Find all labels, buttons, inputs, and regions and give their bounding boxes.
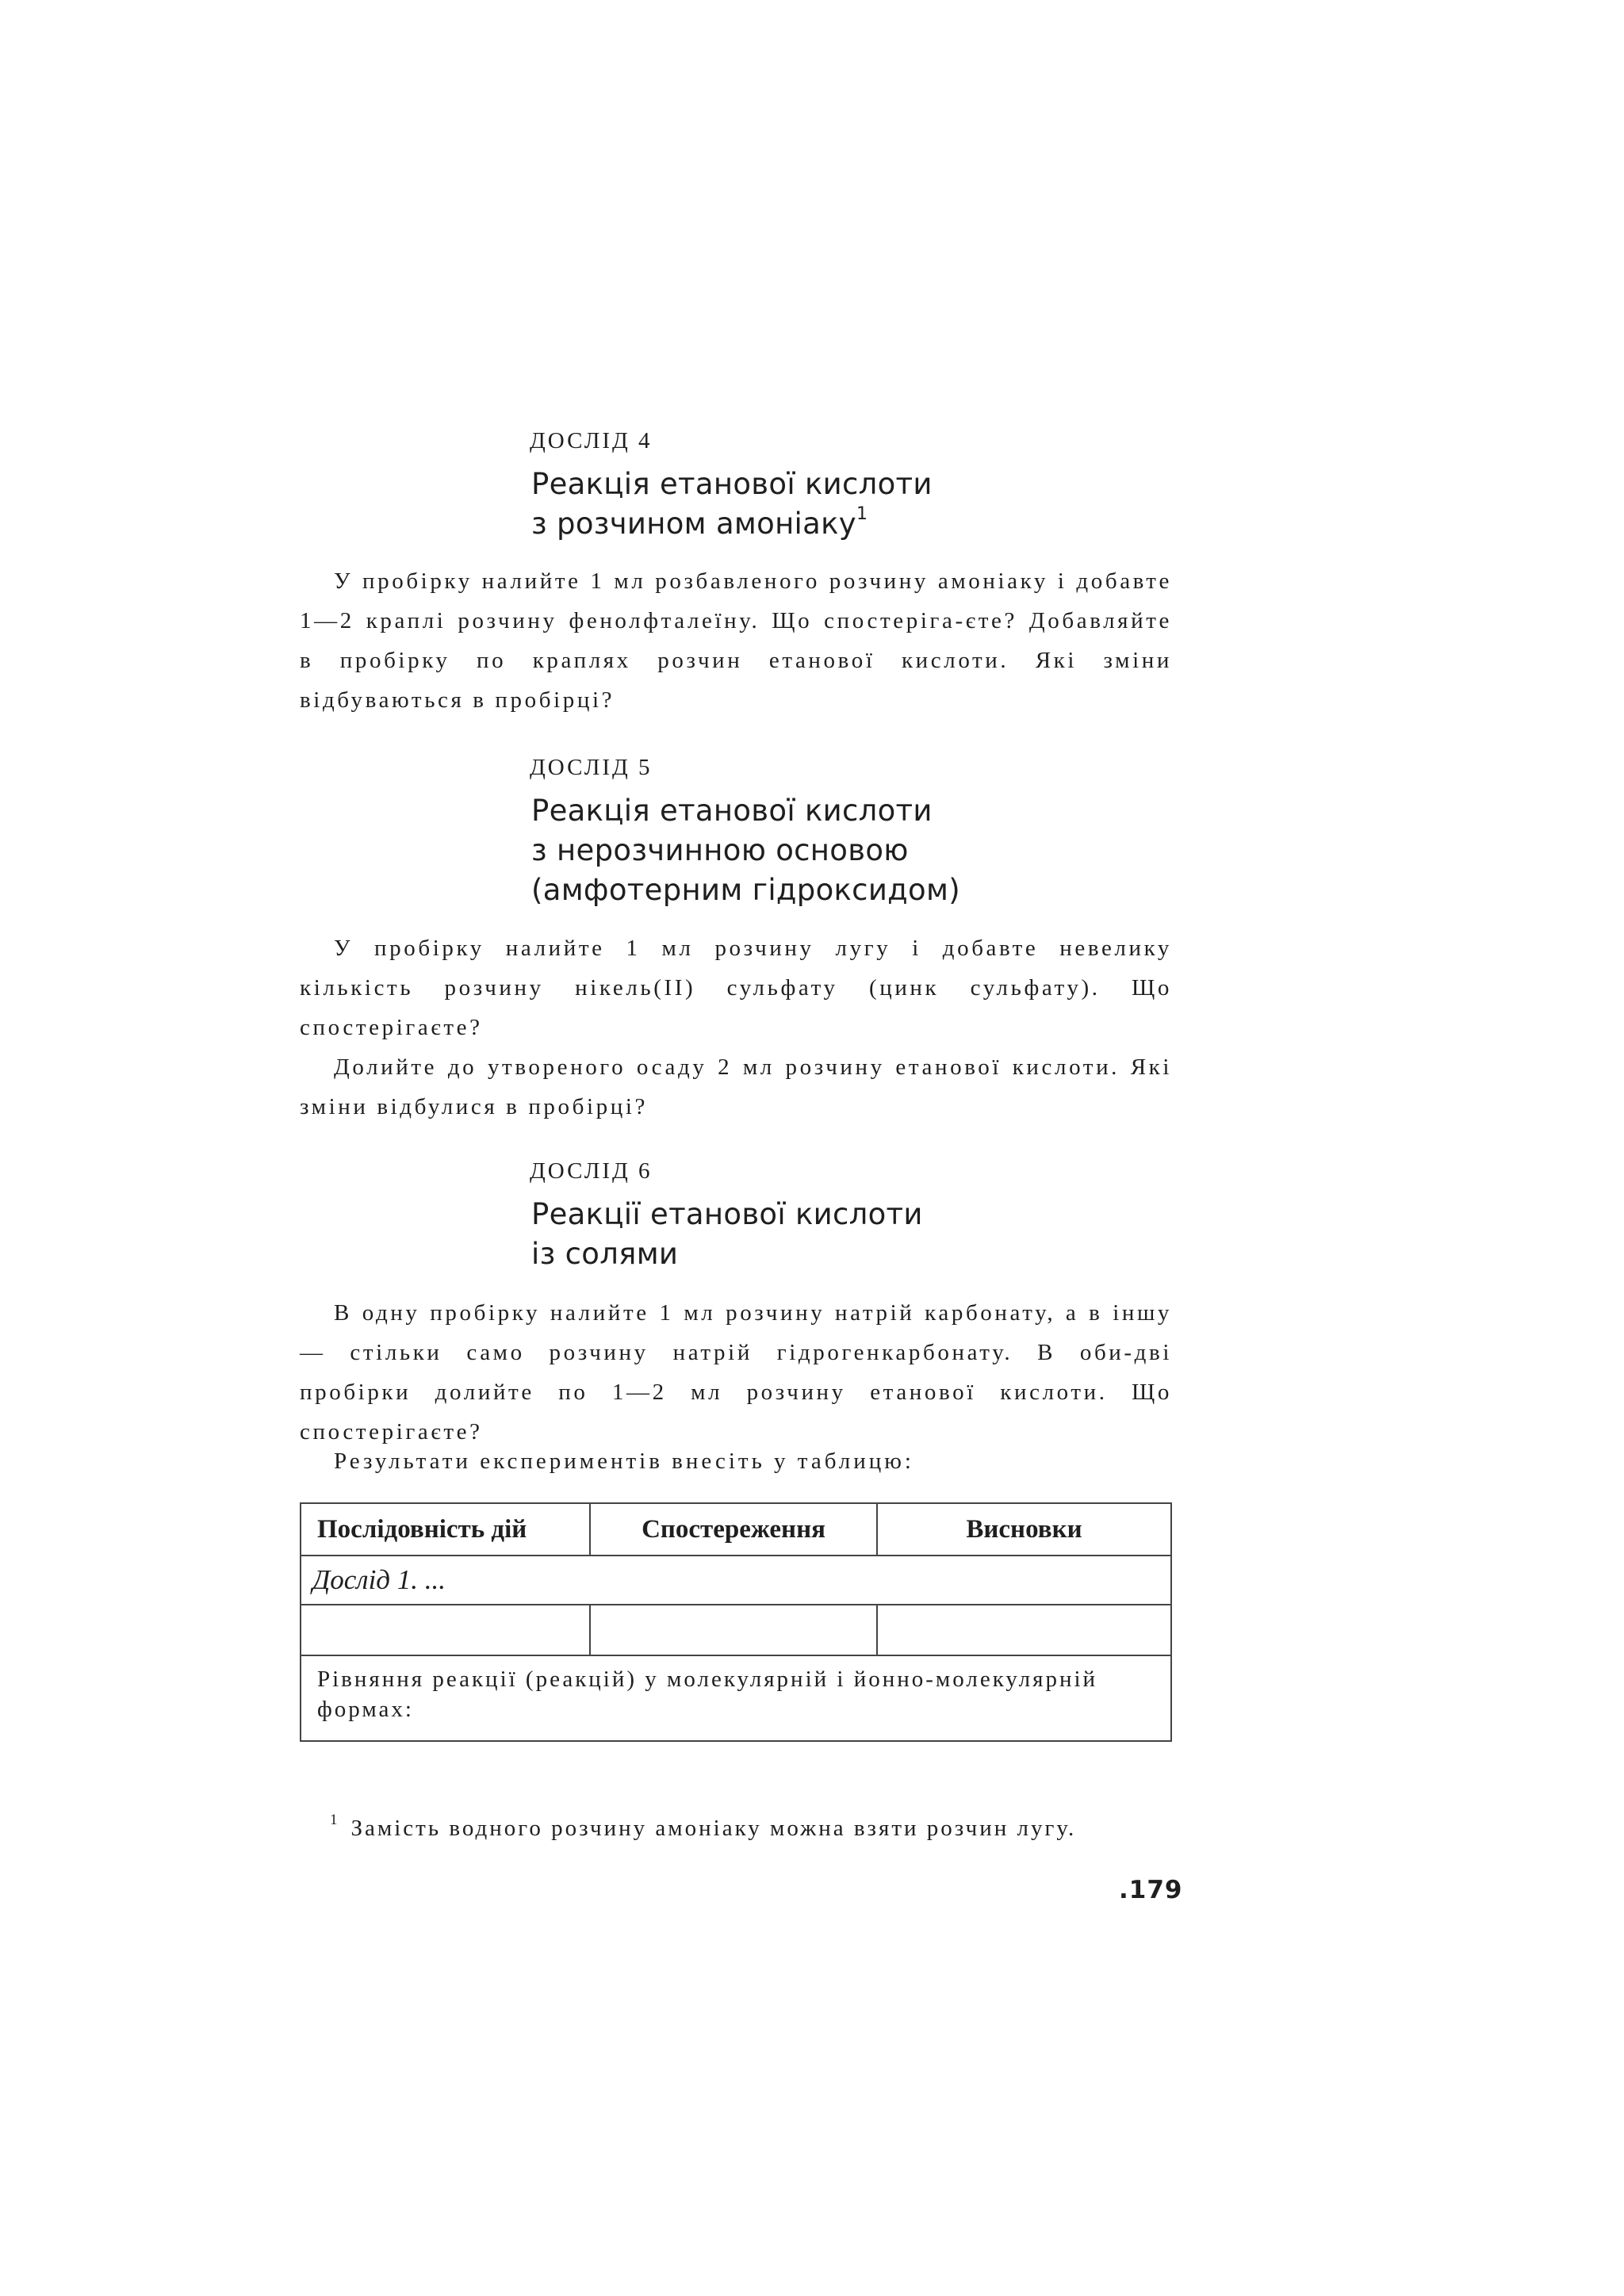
footnote-reference: 1 xyxy=(856,504,868,524)
table-row xyxy=(301,1655,1171,1741)
experiment-5-paragraph-2: Долийте до утвореного осаду 2 мл розчину етанової кислоти. Які зміни відбулися в пробірці? xyxy=(300,1054,1172,1119)
footnote-mark: 1 xyxy=(330,1812,340,1828)
experiment-5-title-line-3: (амфотерним гідроксидом) xyxy=(531,873,960,907)
results-intro: Результати експериментів внесіть у таблицю: xyxy=(334,1448,914,1474)
experiment-5-title xyxy=(531,791,960,910)
table-header-observations: Спостереження xyxy=(590,1503,877,1556)
experiment-5-paragraph-1: У пробірку налийте 1 мл розчину лугу і добавте невелику кількість розчину нікель(ІІ) сульфату (цинк сульфату). Що спостерігаєте? xyxy=(300,936,1172,1040)
experiment-6-title-line-1: Реакції етанової кислоти xyxy=(531,1197,923,1231)
table-experiment-cell: Дослід 1. ... xyxy=(301,1556,1171,1605)
page-number: .179 xyxy=(1119,1876,1183,1904)
experiment-4-title-line-2-text: з розчином амоніаку xyxy=(531,507,856,541)
experiment-4-paragraph: У пробірку налийте 1 мл розбавленого розчину амоніаку і добавте 1—2 краплі розчину фенолфталеїну. Що спостеріга-єте? Добавляйте в пробірку по краплях розчин етанової кислоти. Які зміни відбуваються в пробірці? xyxy=(300,568,1172,713)
table-blank-cell xyxy=(877,1605,1171,1655)
experiment-4-title-line-1: Реакція етанової кислоти xyxy=(531,467,933,501)
experiment-6-title-line-2: із солями xyxy=(531,1237,679,1271)
experiment-5-label: ДОСЛІД 5 xyxy=(530,755,653,780)
table-header-row xyxy=(301,1503,1171,1556)
table-row xyxy=(301,1556,1171,1605)
experiment-6-title xyxy=(531,1195,923,1274)
table-row xyxy=(301,1605,1171,1655)
experiment-4-title xyxy=(531,465,933,544)
table-blank-cell xyxy=(301,1605,590,1655)
experiment-6-label: ДОСЛІД 6 xyxy=(530,1158,653,1184)
experiment-4-title-line-2 xyxy=(531,504,933,544)
table-equation-cell: Рівняння реакції (реакцій) у молекулярній і йонно-молекулярній формах: xyxy=(301,1655,1171,1741)
experiment-6-paragraph: В одну пробірку налийте 1 мл розчину натрій карбонату, а в іншу — стільки само розчину натрій гідрогенкарбонату. В оби-дві пробірки долийте по 1—2 мл розчину етанової кислоти. Що спостерігаєте? xyxy=(300,1300,1172,1445)
table-header-conclusions: Висновки xyxy=(877,1503,1171,1556)
experiment-4-label: ДОСЛІД 4 xyxy=(530,428,653,453)
experiment-5-title-line-2: з нерозчинною основою xyxy=(531,833,909,867)
table-header-actions: Послідовність дій xyxy=(301,1503,590,1556)
table-blank-cell xyxy=(590,1605,877,1655)
results-table xyxy=(300,1502,1172,1742)
experiment-5-title-line-1: Реакція етанової кислоти xyxy=(531,794,933,828)
footnote xyxy=(330,1812,1077,1842)
footnote-text: Замість водного розчину амоніаку можна взяти розчин лугу. xyxy=(350,1816,1077,1841)
